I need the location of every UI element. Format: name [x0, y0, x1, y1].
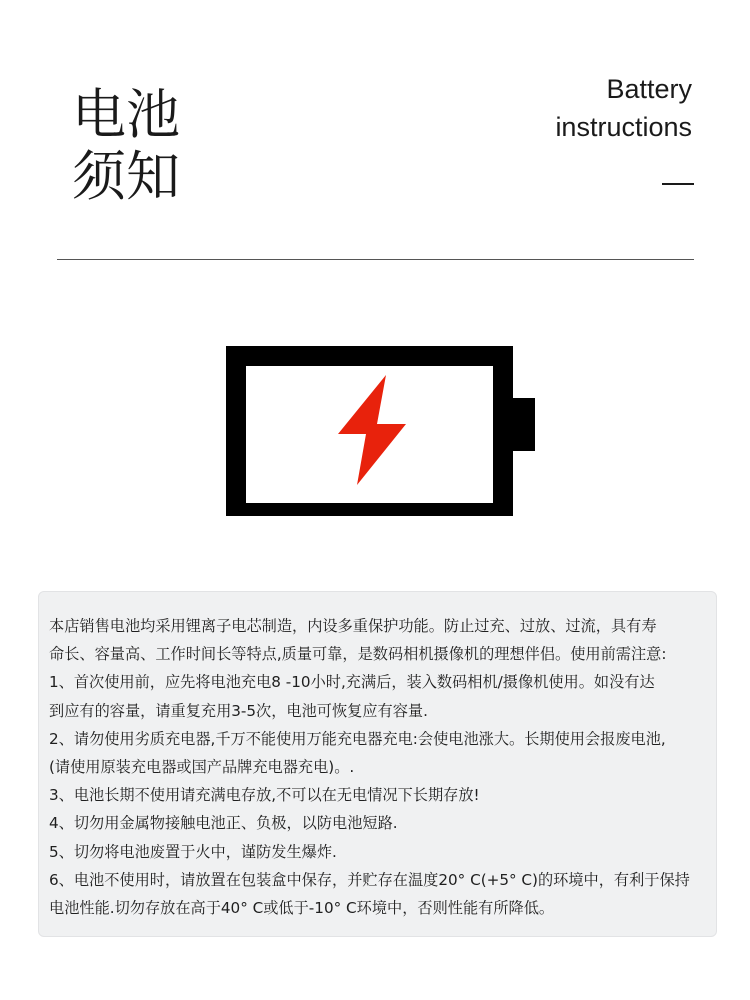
notice-line: (请使用原装充电器或国产品牌充电器充电)。. [49, 758, 355, 777]
title-cn-line-1: 电池 [72, 83, 180, 146]
battery-charging-icon [226, 346, 538, 516]
lightning-bolt-icon [338, 375, 406, 485]
page-title-english [555, 70, 692, 146]
title-en-line-2: instructions [555, 112, 692, 142]
notice-line: 到应有的容量，请重复充用3-5次，电池可恢复应有容量. [49, 701, 428, 720]
notice-line: 1、首次使用前，应先将电池充电8 -10小时,充满后，装入数码相机/摄像机使用。如没有达 [49, 673, 655, 692]
notice-line: 4、切勿用金属物接触电池正、负极，以防电池短路. [49, 814, 398, 833]
header-divider [57, 259, 694, 260]
title-en-line-1: Battery [606, 74, 692, 104]
battery-terminal [513, 398, 535, 451]
title-cn-line-2: 须知 [72, 145, 180, 208]
notice-line: 本店销售电池均采用锂离子电芯制造，内设多重保护功能。防止过充、过放、过流，具有寿 [49, 617, 657, 635]
notice-line: 5、切勿将电池废置于火中，谨防发生爆炸. [49, 842, 337, 861]
notice-line: 命长、容量高、工作时间长等特点,质量可靠，是数码相机摄像机的理想伴侣。使用前需注意: [49, 645, 667, 664]
notice-line: 3、电池长期不使用请充满电存放,不可以在无电情况下长期存放! [49, 786, 480, 805]
notice-box [38, 591, 717, 937]
title-dash [662, 183, 694, 185]
notice-line: 电池性能.切勿存放在高于40° C或低于-10° C环境中，否则性能有所降低。 [49, 899, 555, 918]
notice-line: 2、请勿使用劣质充电器,千万不能使用万能充电器充电:会使电池涨大。长期使用会报废电池, [49, 729, 666, 748]
notice-line: 6、电池不使用时，请放置在包装盒中保存，并贮存在温度20° C(+5° C)的环境中，有利于保持 [49, 870, 690, 889]
page-title-chinese [72, 84, 232, 208]
